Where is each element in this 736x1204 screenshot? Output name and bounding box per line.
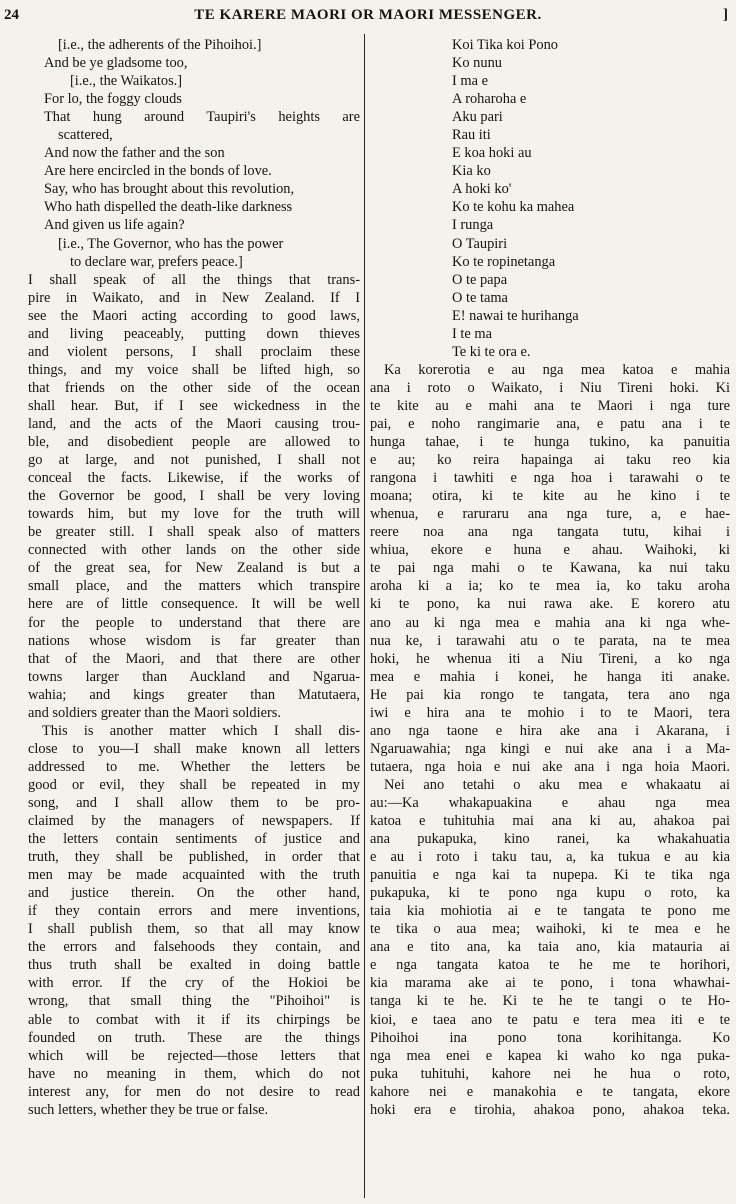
english-text-line: things, and my voice shall be lifted high, so xyxy=(28,361,360,378)
maori-text-line: panuitia e nga kai ta nupepa. Ki te tika nga xyxy=(370,867,730,884)
english-text-line: have no meaning in them, which do not xyxy=(28,1065,360,1082)
english-text-line: go at large, and not punished, I shall not xyxy=(28,452,360,469)
maori-text-line: ana i roto o Waikato, i Niu Tireni hoki. Ki xyxy=(370,379,730,396)
english-text-line: pire in Waikato, and in New Zealand. If I xyxy=(28,289,360,306)
english-text-line: And be ye gladsome too, xyxy=(44,55,188,72)
english-text-line: towns larger than Auckland and Ngarua- xyxy=(28,668,360,685)
maori-text-line: tutaera, nga hoia e nui ake ana i nga hoia Maori. xyxy=(370,758,730,775)
maori-text-line: pai, e noho rangimarie ana, e patu ana i te xyxy=(370,415,730,432)
english-text-line: if they contain errors and mere inventions, xyxy=(28,903,360,920)
english-text-line: connected with other lands on the other side xyxy=(28,542,360,559)
english-text-line: of the great sea, for New Zealand is but a xyxy=(28,560,360,577)
english-text-line: truth, they shall be published, in order that xyxy=(28,849,360,866)
maori-text-line: ki te pono, ka nui rawa ake. E korero atu xyxy=(370,596,730,613)
english-text-line: here are of little consequence. It will be well xyxy=(28,596,360,613)
maori-text-line: O Taupiri xyxy=(452,235,508,252)
english-text-line: And now the father and the son xyxy=(44,145,225,162)
english-text-line: ble, and disobedient people are allowed to xyxy=(28,434,360,451)
maori-text-line: Koi Tika koi Pono xyxy=(452,37,558,53)
english-text-line: [i.e., the Waikatos.] xyxy=(70,73,183,90)
maori-text-line: te pai nga mahi o te Kawana, ka nui taku xyxy=(370,560,730,577)
maori-text-line: Te ki te ora e. xyxy=(452,343,531,360)
header-bracket: ] xyxy=(723,7,728,23)
english-text-line: such letters, whether they be true or false. xyxy=(28,1101,269,1118)
english-text-line: [i.e., the adherents of the Pihoihoi.] xyxy=(58,37,262,53)
english-text-line: and violent persons, I shall proclaim these xyxy=(28,343,360,360)
maori-text-line: A roharoha e xyxy=(452,91,527,108)
english-text-line: scattered, xyxy=(58,127,113,144)
maori-text-line: hoki, he whenua iti a Niu Tireni, a ko nga xyxy=(370,650,730,667)
maori-text-line: pukapuka, ki te pono nga kupu o roto, ka xyxy=(370,885,730,902)
english-text-line: founded on truth. These are the things xyxy=(28,1029,360,1046)
maori-text-line: aroha ki a ia; ko te mea ia, ko taku aroha xyxy=(370,578,730,595)
english-column xyxy=(28,36,360,1119)
english-text-line: I shall speak of all the things that trans- xyxy=(28,271,360,288)
page-number: 24 xyxy=(4,7,19,23)
maori-text-line: Pihoihoi ina pono tona korihitanga. Ko xyxy=(370,1029,730,1046)
english-text-line: song, and I shall allow them to be pro- xyxy=(28,794,360,811)
maori-text-line: katoa e tuhituhia mai ana ki au, ahakoa pai xyxy=(370,813,730,830)
column-divider xyxy=(364,34,365,1198)
english-text-line: nations whose wisdom is far greater than xyxy=(28,632,360,649)
english-text-line: wrong, that small thing the "Pihoihoi" is xyxy=(28,993,360,1010)
english-text-line: towards him, but my love for the truth will xyxy=(28,506,360,523)
maori-text-line: te tika o aua mea; waihoki, ki te mea e he xyxy=(370,921,730,938)
english-text-line: the errors and falsehoods they contain, and xyxy=(28,939,360,956)
english-text-line: that friends on the other side of the ocean xyxy=(28,379,360,396)
maori-text-line: e au; ko reira hapainga ai taku reo kia xyxy=(370,452,730,469)
english-text-line: I shall publish them, so that all may know xyxy=(28,921,360,938)
maori-text-line: e au i roto i taku tau, a, ka tukua e au kia xyxy=(370,849,730,866)
maori-text-line: mea e mahia i konei, he hanga iti anake. xyxy=(370,668,730,685)
maori-text-line: nua ke, i tarawahi atu o te parata, na te mea xyxy=(370,632,730,649)
maori-text-line: Rau iti xyxy=(452,127,491,144)
maori-text-line: ano au ki nga mea e mahia ana ki nga whe- xyxy=(370,614,730,631)
english-text-line: conceal the facts. Likewise, if the works of xyxy=(28,470,360,487)
maori-text-line: Aku pari xyxy=(452,109,503,126)
maori-text-line: ana e tito ana, ka taia ano, kia matauria ai xyxy=(370,939,730,956)
maori-text-line: whenua, e raruraru ana nga ture, a, e hae- xyxy=(370,506,730,523)
english-text-line: which will be rejected—those letters that xyxy=(28,1047,360,1064)
maori-text-line: kahore nei e manakohia e te tangata, ekore xyxy=(370,1083,730,1100)
english-text-line: and living peaceably, putting down thieves xyxy=(28,325,360,342)
maori-column xyxy=(370,36,730,1119)
maori-text-line: E! nawai te hurihanga xyxy=(452,307,579,324)
maori-text-line: I te ma xyxy=(452,325,492,342)
english-text-line: that of the Maori, and that there are other xyxy=(28,650,360,667)
maori-text-line: Ko nunu xyxy=(452,55,502,72)
english-text-line: For lo, the foggy clouds xyxy=(44,91,182,108)
maori-text-line: Ko te ropinetanga xyxy=(452,253,556,270)
english-text-line: able to combat with it if its chirpings be xyxy=(28,1011,360,1028)
maori-text-line: e nga tangata katoa te he me te horihori, xyxy=(370,957,730,974)
maori-text-line: whiua, ekore e huna e ahau. Waihoki, ki xyxy=(370,542,730,559)
maori-text-line: ana pukapuka, kino ranei, ka whakahuatia xyxy=(370,831,730,848)
maori-text-line: O te tama xyxy=(452,289,508,306)
english-text-line: Who hath dispelled the death-like darkness xyxy=(44,199,293,216)
maori-text-line: hoki era e tirohia, ahakoa pono, ahakoa teka. xyxy=(370,1101,730,1118)
maori-text-line: hunga tahae, i te hunga tukino, ka panuitia xyxy=(370,434,730,451)
maori-text-line: reere noa ana nga tangata tutu, kihai i xyxy=(370,524,730,541)
english-text-line: the Governor be good, I shall be very loving xyxy=(28,488,360,505)
maori-text-line: taia kia mohiotia ai e te tangata te pono me xyxy=(370,903,730,920)
maori-text-line: te kite au e mahi ana te Maori i nga ture xyxy=(370,397,730,414)
english-text-line: see the Maori acting according to good laws, xyxy=(28,307,360,324)
english-text-line: close to you—I shall make known all letters xyxy=(28,740,360,757)
english-text-line: shall hear. But, if I see wickedness in the xyxy=(28,397,360,414)
maori-text-line: He pai kia rongo te tangata, tera ano nga xyxy=(370,686,730,703)
maori-text-line: Ka korerotia e au nga mea katoa e mahia xyxy=(384,361,730,378)
maori-text-line: tanga ki te he. Ki te he te tangi o te Ho- xyxy=(370,993,730,1010)
english-text-line: small place, and the matters which transpire xyxy=(28,578,360,595)
english-text-line: wahia; and kings greater than Matutaera, xyxy=(28,686,360,703)
english-text-line: good or evil, they shall be repeated in my xyxy=(28,776,360,793)
english-text-line: interest any, for men do not desire to read xyxy=(28,1083,360,1100)
english-text-line: land, and the acts of the Maori causing trou- xyxy=(28,415,360,432)
maori-text-line: Ngaruawahia; nga kingi e nui ake ana i a Ma- xyxy=(370,740,730,757)
maori-text-line: puka tuhituhi, kahore nei he hua o roto, xyxy=(370,1065,730,1082)
english-text-line: and soldiers greater than the Maori soldiers. xyxy=(28,704,281,721)
maori-text-line: moana; otira, ki te kite au he kino i te xyxy=(370,488,730,505)
english-text-line: claimed by the managers of newspapers. If xyxy=(28,813,360,830)
maori-text-line: ano nga taone e hira ake ana i Akarana, i xyxy=(370,722,730,739)
maori-text-line: kioi, e taea ano te patu e tera mea iti e te xyxy=(370,1011,730,1028)
page-title: TE KARERE MAORI OR MAORI MESSENGER. xyxy=(194,7,542,23)
english-text-line: [i.e., The Governor, who has the power xyxy=(58,235,284,252)
maori-text-line: I runga xyxy=(452,217,494,234)
maori-text-line: O te papa xyxy=(452,271,508,288)
maori-text-line: I ma e xyxy=(452,73,488,90)
english-text-line: And given us life again? xyxy=(44,217,185,234)
english-text-line: Are here encircled in the bonds of love. xyxy=(44,163,272,180)
maori-text-line: A hoki ko' xyxy=(452,181,512,198)
maori-text-line: kia marama ake ai te pono, i tona whawhai- xyxy=(370,975,730,992)
english-text-line: to declare war, prefers peace.] xyxy=(70,253,243,270)
english-text-line: with error. If the cry of the Hokioi be xyxy=(28,975,360,992)
maori-text-line: nga mea enei e kapea ki waho ko nga puka- xyxy=(370,1047,730,1064)
maori-text-line: E koa hoki au xyxy=(452,145,532,162)
english-text-line: That hung around Taupiri's heights are xyxy=(44,109,360,126)
maori-text-line: Ko te kohu ka mahea xyxy=(452,199,575,216)
english-text-line: for the people to understand that there are xyxy=(28,614,360,631)
english-text-line: men may be made acquainted with the truth xyxy=(28,867,360,884)
english-text-line: Say, who has brought about this revolution, xyxy=(44,181,295,198)
maori-text-line: iwi e hira ana te mohio i to te Maori, tera xyxy=(370,704,730,721)
english-text-line: thus truth shall be exalted in doing battle xyxy=(28,957,360,974)
english-text-line: be greater still. I shall speak also of matters xyxy=(28,524,360,541)
maori-text-line: au:—Ka whakapuakina e ahau nga mea xyxy=(370,794,730,811)
maori-text-line: Nei ano tetahi o aku mea e whakaatu ai xyxy=(384,776,730,793)
maori-text-line: Kia ko xyxy=(452,163,491,180)
maori-text-line: rangona i tawhiti e nga hoa i tarawahi o te xyxy=(370,470,730,487)
page-header xyxy=(0,0,736,30)
english-text-line: and justice therein. On the other hand, xyxy=(28,885,360,902)
english-text-line: This is another matter which I shall dis- xyxy=(42,722,360,739)
english-text-line: the letters contain sentiments of justice and xyxy=(28,831,360,848)
english-text-line: addressed to me. Whether the letters be xyxy=(28,758,360,775)
